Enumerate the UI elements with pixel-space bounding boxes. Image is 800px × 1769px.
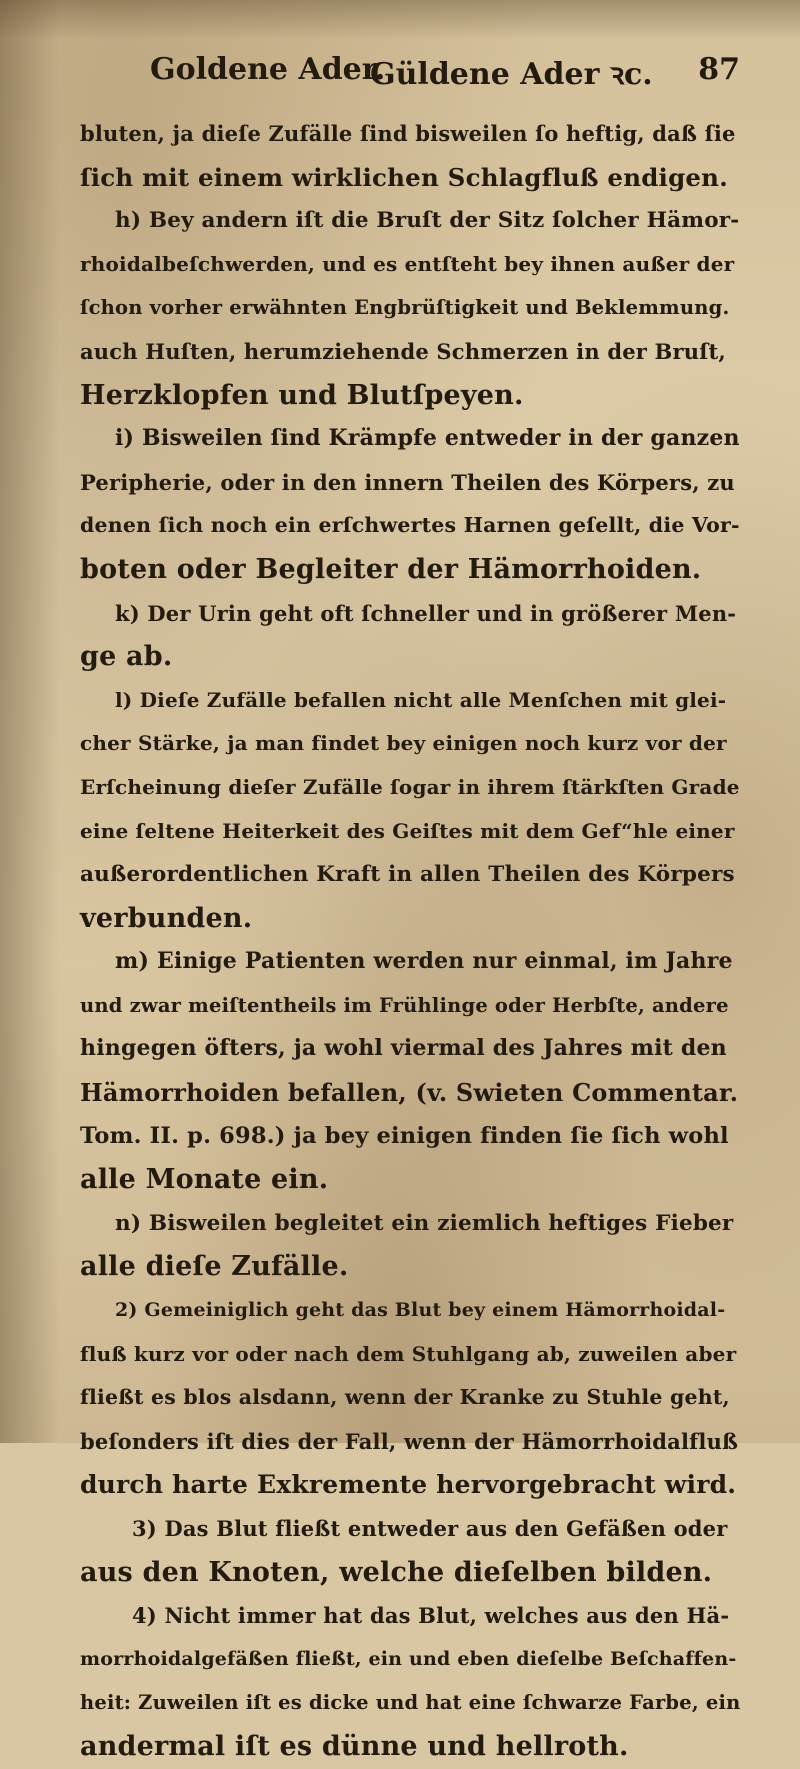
- text-line: Peripherie, oder in den innern Theilen des Körpers, zu: [80, 469, 735, 495]
- text-line: hingegen öfters, ja wohl viermal des Jahres mit den: [80, 1035, 727, 1062]
- text-line: verbunden.: [80, 902, 253, 934]
- header-left-title: Goldene Ader.: [150, 52, 386, 87]
- text-line: morrhoidalgefäßen fließt, ein und eben dieſelbe Beſchaffen-: [80, 1647, 737, 1670]
- text-line: Hämorrhoiden befallen, (v. Swieten Commentar.: [80, 1078, 739, 1108]
- text-line: bluten, ja dieſe Zufälle ſind bisweilen ſo heftig, daß ſie: [80, 121, 736, 146]
- text-line: aus den Knoten, welche dieſelben bilden.: [80, 1556, 713, 1588]
- text-line: n) Bisweilen begleitet ein ziemlich heftiges Fieber: [115, 1210, 734, 1236]
- text-line: ſich mit einem wirklichen Schlagfluß endigen.: [80, 162, 728, 192]
- text-line: 3) Das Blut fließt entweder aus den Gefäßen oder: [132, 1516, 728, 1541]
- page-shadow-top: [0, 0, 800, 40]
- text-line: rhoidalbeſchwerden, und es entſteht bey ihnen außer der: [80, 251, 735, 276]
- text-line: eine ſeltene Heiterkeit des Geiſtes mit dem Gef“hle einer: [80, 818, 735, 843]
- text-line: k) Der Urin geht oft ſchneller und in größerer Men-: [115, 600, 737, 626]
- text-line: fluß kurz vor oder nach dem Stuhlgang ab, zuweilen aber: [80, 1341, 737, 1366]
- text-line: heit: Zuweilen iſt es dicke und hat eine ſchwarze Farbe, ein: [80, 1691, 741, 1715]
- text-line: durch harte Exkremente hervorgebracht wird.: [80, 1470, 737, 1500]
- text-line: ge ab.: [80, 641, 173, 673]
- running-header: [130, 38, 740, 98]
- text-line: Herzklopfen und Blutſpeyen.: [80, 379, 524, 411]
- text-line: auch Huſten, herumziehende Schmerzen in der Bruſt,: [80, 338, 726, 364]
- text-line: i) Bisweilen ſind Krämpfe entweder in der ganzen: [115, 425, 740, 452]
- text-line: alle dieſe Zufälle.: [80, 1251, 349, 1283]
- header-right-title: Güldene Ader ꝛc.: [370, 57, 653, 92]
- text-line: Tom. II. p. 698.) ja bey einigen finden ſie ſich wohl: [80, 1122, 729, 1149]
- text-line: denen ſich noch ein erſchwertes Harnen geſellt, die Vor-: [80, 513, 740, 538]
- text-line: Erſcheinung dieſer Zufälle ſogar in ihrem ſtärkſten Grade: [80, 774, 740, 799]
- text-line: 4) Nicht immer hat das Blut, welches aus den Hä-: [132, 1603, 730, 1629]
- page-number: 87: [698, 52, 740, 87]
- text-line: l) Dieſe Zufälle befallen nicht alle Menſchen mit glei-: [115, 687, 727, 712]
- text-line: 2) Gemeiniglich geht das Blut bey einem Hämorrhoidal-: [115, 1299, 726, 1322]
- body-text: [60, 112, 740, 1769]
- text-line: m) Einige Patienten werden nur einmal, im Jahre: [115, 948, 733, 975]
- text-line: ſchon vorher erwähnten Engbrüſtigkeit und Beklemmung.: [80, 296, 730, 320]
- text-line: andermal iſt es dünne und hellroth.: [80, 1730, 629, 1762]
- text-line: alle Monate ein.: [80, 1164, 329, 1196]
- page-shadow-left: [0, 0, 60, 1443]
- text-line: außerordentlichen Kraft in allen Theilen des Körpers: [80, 862, 735, 888]
- text-line: fließt es blos alsdann, wenn der Kranke zu Stuhle geht,: [80, 1385, 730, 1410]
- text-line: und zwar meiſtentheils im Frühlinge oder Herbſte, andere: [80, 993, 729, 1017]
- text-line: cher Stärke, ja man findet bey einigen noch kurz vor der: [80, 731, 727, 756]
- text-line: boten oder Begleiter der Hämorrhoiden.: [80, 553, 702, 585]
- text-line: h) Bey andern iſt die Bruſt der Sitz ſolcher Hämor-: [115, 208, 740, 234]
- text-line: beſonders iſt dies der Fall, wenn der Hämorrhoidalfluß: [80, 1428, 739, 1454]
